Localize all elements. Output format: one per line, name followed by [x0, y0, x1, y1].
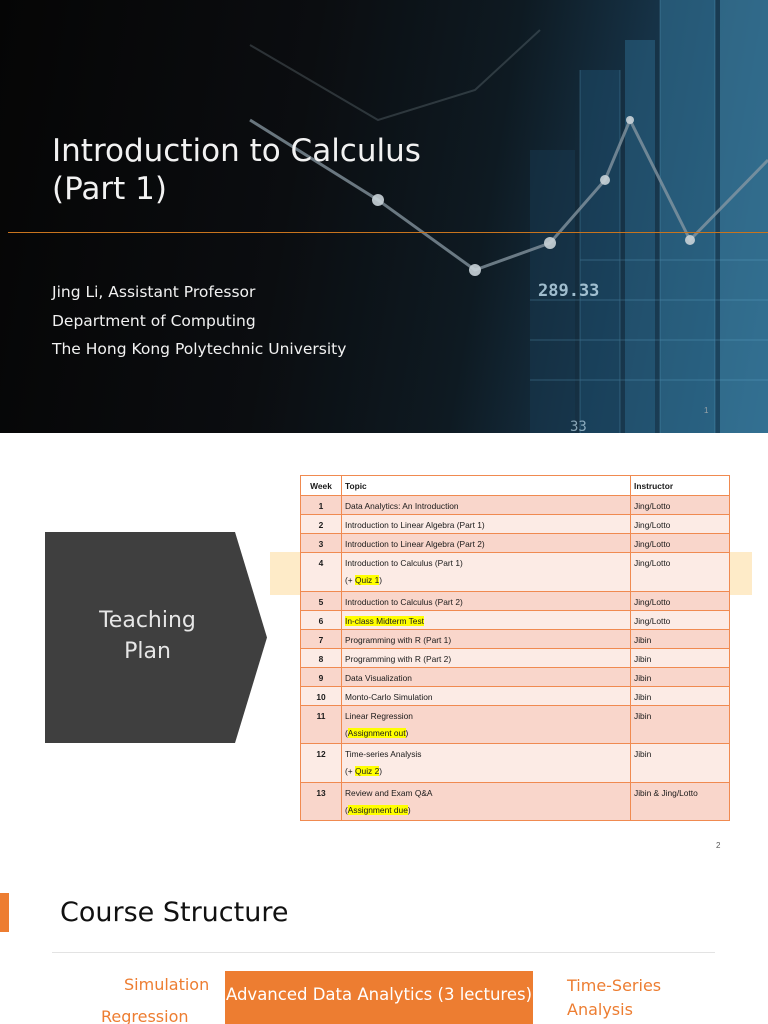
- slide-title-line-2: (Part 1): [52, 171, 167, 207]
- note-suffix: ): [379, 766, 383, 776]
- topic-cell: [342, 553, 631, 592]
- heading-line-1: Teaching: [99, 608, 196, 633]
- title-slide: [0, 0, 768, 433]
- topic-text: Introduction to Calculus (Part 1): [345, 558, 463, 568]
- assignment-highlight: Assignment out: [347, 727, 406, 738]
- note-prefix: (+: [345, 766, 356, 776]
- topic-cell: Data Analytics: An Introduction: [342, 496, 631, 515]
- topic-note: [345, 728, 627, 738]
- table-row: [301, 496, 730, 515]
- simulation-label: Simulation: [124, 975, 210, 994]
- week-cell: 1: [301, 496, 342, 515]
- instructor-cell: Jibin: [631, 744, 730, 783]
- topic-cell: Data Visualization: [342, 667, 631, 686]
- slide-number: 1: [704, 406, 709, 415]
- time-series-line-2: Analysis: [567, 1000, 633, 1019]
- stock-chart-background-image: [0, 0, 768, 433]
- table-header-row: [301, 476, 730, 496]
- week-cell: 13: [301, 782, 342, 821]
- slide-title-line-1: Introduction to Calculus: [52, 133, 421, 169]
- teaching-plan-slide: [0, 433, 768, 863]
- instructor-cell: Jing/Lotto: [631, 515, 730, 534]
- topic-note: [345, 805, 627, 815]
- quiz-highlight: Quiz 1: [355, 575, 380, 585]
- column-header: Topic: [342, 476, 631, 496]
- table-row: [301, 744, 730, 783]
- table-row-current: [301, 553, 730, 592]
- topic-cell: [342, 744, 631, 783]
- week-cell: 11: [301, 705, 342, 744]
- note-prefix: (: [345, 727, 348, 738]
- topic-cell: Introduction to Linear Algebra (Part 2): [342, 534, 631, 553]
- instructor-cell: Jing/Lotto: [631, 591, 730, 610]
- week-cell: 12: [301, 744, 342, 783]
- author-department: Department of Computing: [52, 311, 256, 330]
- instructor-cell: Jing/Lotto: [631, 534, 730, 553]
- topic-cell: Programming with R (Part 2): [342, 648, 631, 667]
- table-row: [301, 610, 730, 629]
- instructor-cell: Jibin: [631, 629, 730, 648]
- table-row: [301, 629, 730, 648]
- topic-cell: [342, 610, 631, 629]
- topic-text: Time-series Analysis: [345, 749, 422, 759]
- week-cell: 10: [301, 686, 342, 705]
- instructor-cell: Jibin: [631, 667, 730, 686]
- instructor-cell: Jing/Lotto: [631, 553, 730, 592]
- topic-note: [345, 575, 627, 585]
- topic-cell: Introduction to Calculus (Part 2): [342, 591, 631, 610]
- topic-text: Linear Regression: [345, 710, 413, 721]
- title-accent-bar: [0, 893, 9, 932]
- column-header: Week: [301, 476, 342, 496]
- quiz-highlight: Quiz 2: [355, 766, 380, 776]
- instructor-cell: Jibin: [631, 648, 730, 667]
- table-row: [301, 667, 730, 686]
- chart-value-label: 289.33: [538, 281, 600, 301]
- instructor-cell: Jing/Lotto: [631, 496, 730, 515]
- instructor-cell: Jibin: [631, 686, 730, 705]
- table-row: [301, 686, 730, 705]
- assignment-highlight: Assignment due: [347, 804, 408, 815]
- author-block: [52, 278, 346, 364]
- advanced-data-analytics-box: Advanced Data Analytics (3 lectures): [225, 971, 533, 1024]
- table-row: [301, 591, 730, 610]
- table-row: [301, 648, 730, 667]
- heading-line-2: Plan: [124, 639, 171, 664]
- week-cell: 8: [301, 648, 342, 667]
- table-row: [301, 515, 730, 534]
- title-divider: [8, 232, 768, 233]
- course-structure-slide: [0, 863, 768, 1024]
- regression-label: Regression: [101, 1007, 189, 1024]
- instructor-cell: Jibin & Jing/Lotto: [631, 782, 730, 821]
- topic-cell: [342, 705, 631, 744]
- week-cell: 2: [301, 515, 342, 534]
- note-suffix: ): [379, 575, 383, 585]
- slide-title: [52, 132, 421, 208]
- column-header: Instructor: [631, 476, 730, 496]
- week-cell: 3: [301, 534, 342, 553]
- topic-cell: Introduction to Linear Algebra (Part 1): [342, 515, 631, 534]
- teaching-plan-heading: [60, 605, 235, 667]
- note-prefix: (+: [345, 575, 356, 585]
- time-series-line-1: Time-Series: [567, 976, 662, 995]
- chart-value-label-2: 33: [570, 419, 587, 433]
- title-divider: [52, 952, 715, 953]
- instructor-cell: Jing/Lotto: [631, 610, 730, 629]
- topic-note: [345, 766, 627, 776]
- table-row: [301, 534, 730, 553]
- instructor-cell: Jibin: [631, 705, 730, 744]
- note-suffix: ): [407, 804, 411, 815]
- week-cell: 5: [301, 591, 342, 610]
- topic-cell: Monto-Carlo Simulation: [342, 686, 631, 705]
- topic-cell: Programming with R (Part 1): [342, 629, 631, 648]
- week-cell: 4: [301, 553, 342, 592]
- note-suffix: ): [405, 727, 409, 738]
- slide-number: 2: [716, 841, 721, 850]
- time-series-label: [567, 974, 661, 1022]
- table-row: [301, 782, 730, 821]
- note-prefix: (: [345, 804, 348, 815]
- week-cell: 9: [301, 667, 342, 686]
- slide-title: Course Structure: [60, 897, 289, 928]
- week-cell: 6: [301, 610, 342, 629]
- table-row: [301, 705, 730, 744]
- author-university: The Hong Kong Polytechnic University: [52, 340, 347, 358]
- midterm-highlight: In-class Midterm Test: [345, 615, 424, 626]
- topic-cell: [342, 782, 631, 821]
- week-cell: 7: [301, 629, 342, 648]
- author-name: Jing Li, Assistant Professor: [52, 283, 256, 301]
- teaching-plan-table: [300, 475, 730, 821]
- topic-text: Review and Exam Q&A: [345, 787, 433, 798]
